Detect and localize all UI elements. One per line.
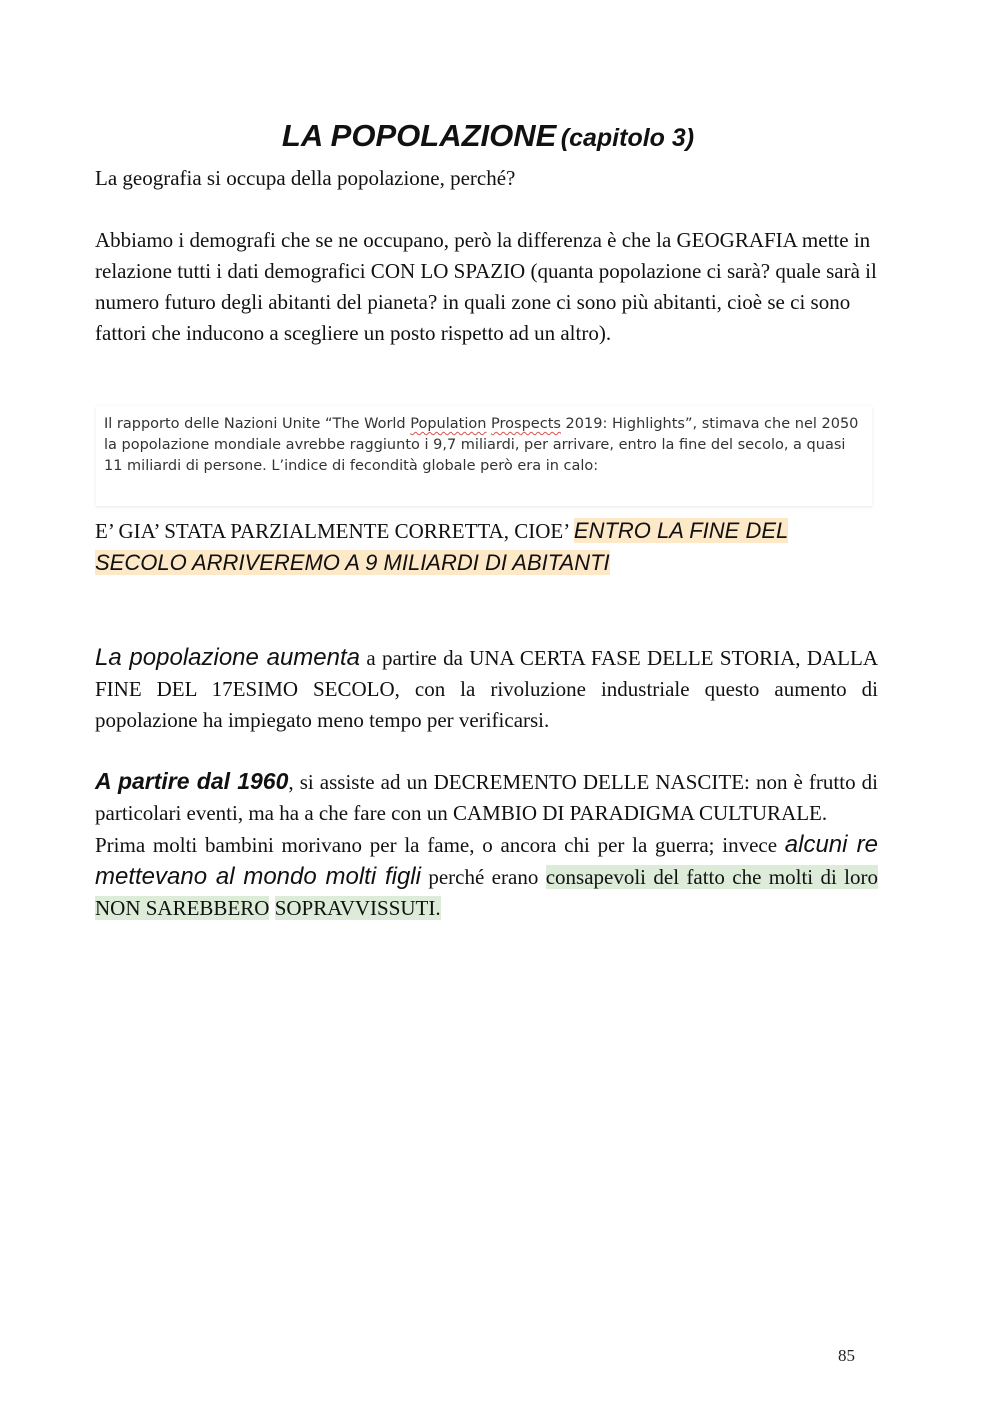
quote-part1: Il rapporto delle Nazioni Unite “The World — [104, 416, 411, 432]
highlighted-sopravvissuti: SOPRAVVISSUTI. — [274, 896, 441, 920]
aumenta-paragraph — [95, 642, 878, 736]
prima-lead: Prima molti bambini morivano per la fame, o ancora chi per la guerra; invece — [95, 833, 785, 857]
spellcheck-word-population: Population — [410, 416, 487, 432]
corretta-lead: E’ GIA’ STATA PARZIALMENTE CORRETTA, CIOE’ — [95, 519, 574, 543]
spellcheck-word-prospects: Prospects — [491, 416, 561, 432]
decremento-paragraph — [95, 766, 878, 829]
title-chapter: (capitolo 3) — [560, 124, 695, 152]
corretta-paragraph — [95, 515, 878, 579]
decremento-rest: , si assiste ad un DECREMENTO DELLE NASCITE: non è frutto di particolari eventi, ma ha a che fare con un CAMBIO DI PARADIGMA CULTURALE. — [95, 770, 878, 825]
title-main: LA POPOLAZIONE — [281, 118, 557, 153]
prima-paragraph — [95, 829, 878, 924]
decremento-section — [95, 766, 878, 924]
prima-middle: perché erano — [420, 865, 546, 889]
prima-space — [269, 896, 274, 920]
quoted-excerpt-image — [96, 406, 872, 506]
aumenta-emphasis: La popolazione aumenta — [95, 644, 361, 671]
quote-part2: 2019: Highlights”, stimava che nel 2050 la popolazione mondiale avrebbe raggiunto i 9,7 miliardi, per arrivare, entro la fine del secolo, a quasi 11 miliardi di persone. L’indice di fecondità globale però era in calo: — [104, 416, 859, 474]
quoted-excerpt-text — [104, 414, 864, 477]
demografi-paragraph: Abbiamo i demografi che se ne occupano, però la differenza è che la GEOGRAFIA mette in relazione tutti i dati demografici CON LO SPAZIO (quanta popolazione ci sarà? quale sarà il numero futuro degli abitanti del pianeta? in quali zone ci sono più abitanti, cioè se ci sono fattori che inducono a scegliere un posto rispetto ad un altro). — [95, 228, 877, 345]
decremento-emphasis: A partire dal 1960 — [95, 768, 289, 794]
intro-paragraph: La geografia si occupa della popolazione, perché? — [95, 166, 516, 190]
page-title — [0, 118, 976, 154]
highlighted-estimate: ENTRO LA FINE DEL SECOLO ARRIVEREMO A 9 MILIARDI DI ABITANTI — [95, 518, 789, 575]
prima-emphasis: alcuni re mettevano al mondo molti figli — [95, 831, 878, 890]
highlighted-consapevoli: consapevoli del fatto che molti di loro NON SAREBBERO — [95, 865, 879, 920]
aumenta-rest: a partire da UNA CERTA FASE DELLE STORIA, DALLA FINE DEL 17ESIMO SECOLO, con la rivoluzione industriale questo aumento di popolazione ha impiegato meno tempo per verificarsi. — [95, 646, 879, 732]
page-number: 85 — [838, 1346, 855, 1365]
